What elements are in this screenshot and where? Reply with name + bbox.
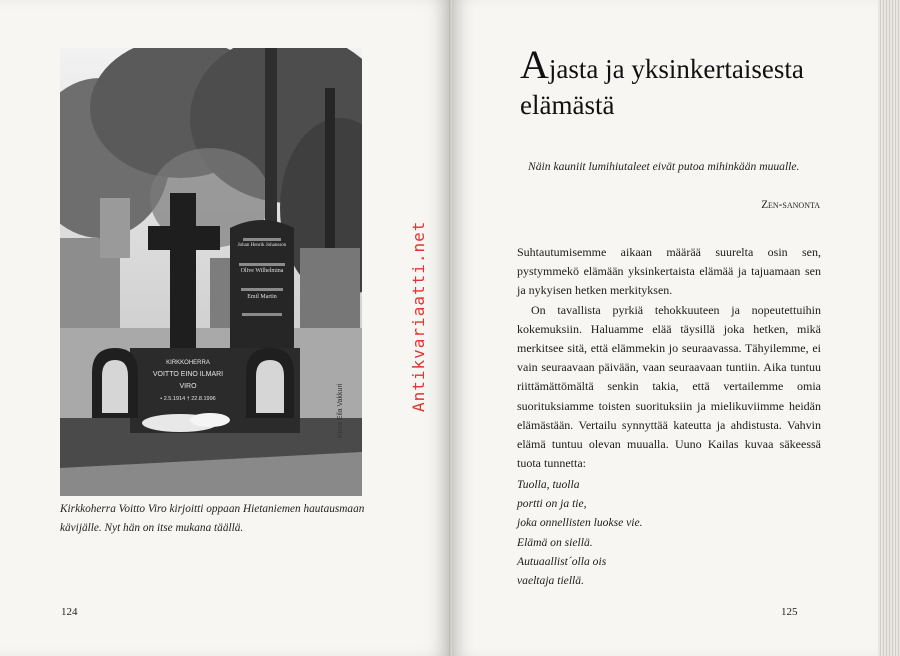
title-line2: elämästä xyxy=(520,90,615,120)
paragraph: On tavallista pyrkiä tehokkuuteen ja nopeutettuihin kokemuksiin. Haluamme elää täysillä joka hetken, mikä merkitsee sitä, että elämmekin jo seuraavassa. Tähyilemme, ei vain seuraavaan päivään, vaan seuraavaan tuntiin. Aika tuntuu riittämättömältä senkin takia, että vertailemme omia suorituksiamme toisten suorituksiin ja mielikuviimme heidän elämästään. Vertailu synnyttää kateutta ja ahdistusta. Vahvin elämä tuntuu olevan muualla. Uuno Kailas kuvaa säkeessä tuota tunnetta: xyxy=(517,302,821,471)
page-number-left: 124 xyxy=(61,606,78,618)
epigraph: Näin kauniit lumihiutaleet eivät putoa mihinkään muualle. xyxy=(528,160,800,173)
photo-caption: Kirkkoherra Voitto Viro kirjoitti oppaan Hietaniemen hautausmaan kävijälle. Nyt hän on itse mukana täällä. xyxy=(60,503,365,534)
paragraph: Suhtautumisemme aikaan määrää suurelta osin sen, pystymmekö elämään yksinkertaista elämää ja tajuamaan sen ja nykyisen hetken merkityksen. xyxy=(517,245,821,298)
cemetery-photo xyxy=(60,48,362,496)
page-number-right: 125 xyxy=(781,606,798,618)
title-line1-rest: jasta ja yksinkertaisesta xyxy=(548,54,804,84)
engraving-line: VIRO xyxy=(179,383,197,390)
page-edges xyxy=(878,0,900,656)
poem-line: portti on ja tie, xyxy=(517,497,587,511)
title-dropcap: A xyxy=(520,42,549,87)
photo-credit: Kuva Eila Vakkuri xyxy=(337,383,344,438)
gravestone-illustration xyxy=(60,48,362,496)
stone-name: Emil Martin xyxy=(247,294,277,300)
stone-name: Olive Wilhelmina xyxy=(240,268,284,274)
poem-line: Autuaallist´olla ois xyxy=(517,554,607,568)
watermark: Antikvariaatti.net xyxy=(409,220,428,412)
epigraph-source: Zen-sanonta xyxy=(761,199,820,211)
poem-line: joka onnellisten luokse vie. xyxy=(517,516,643,530)
stone-name: Johan Henrik Johansson xyxy=(237,243,287,248)
engraving-line: KIRKKOHERRA xyxy=(166,360,210,366)
poem-line: vaeltaja tiellä. xyxy=(517,574,584,588)
engraving-line: • 2.5.1914 † 22.8.1996 xyxy=(160,396,216,402)
poem-line: Tuolla, tuolla xyxy=(517,478,580,491)
chapter-title xyxy=(520,42,860,123)
poem xyxy=(517,475,643,590)
poem-line: Elämä on siellä. xyxy=(517,535,593,549)
body-text xyxy=(517,243,821,473)
engraving-line: VOITTO EINO ILMARI xyxy=(152,371,224,378)
